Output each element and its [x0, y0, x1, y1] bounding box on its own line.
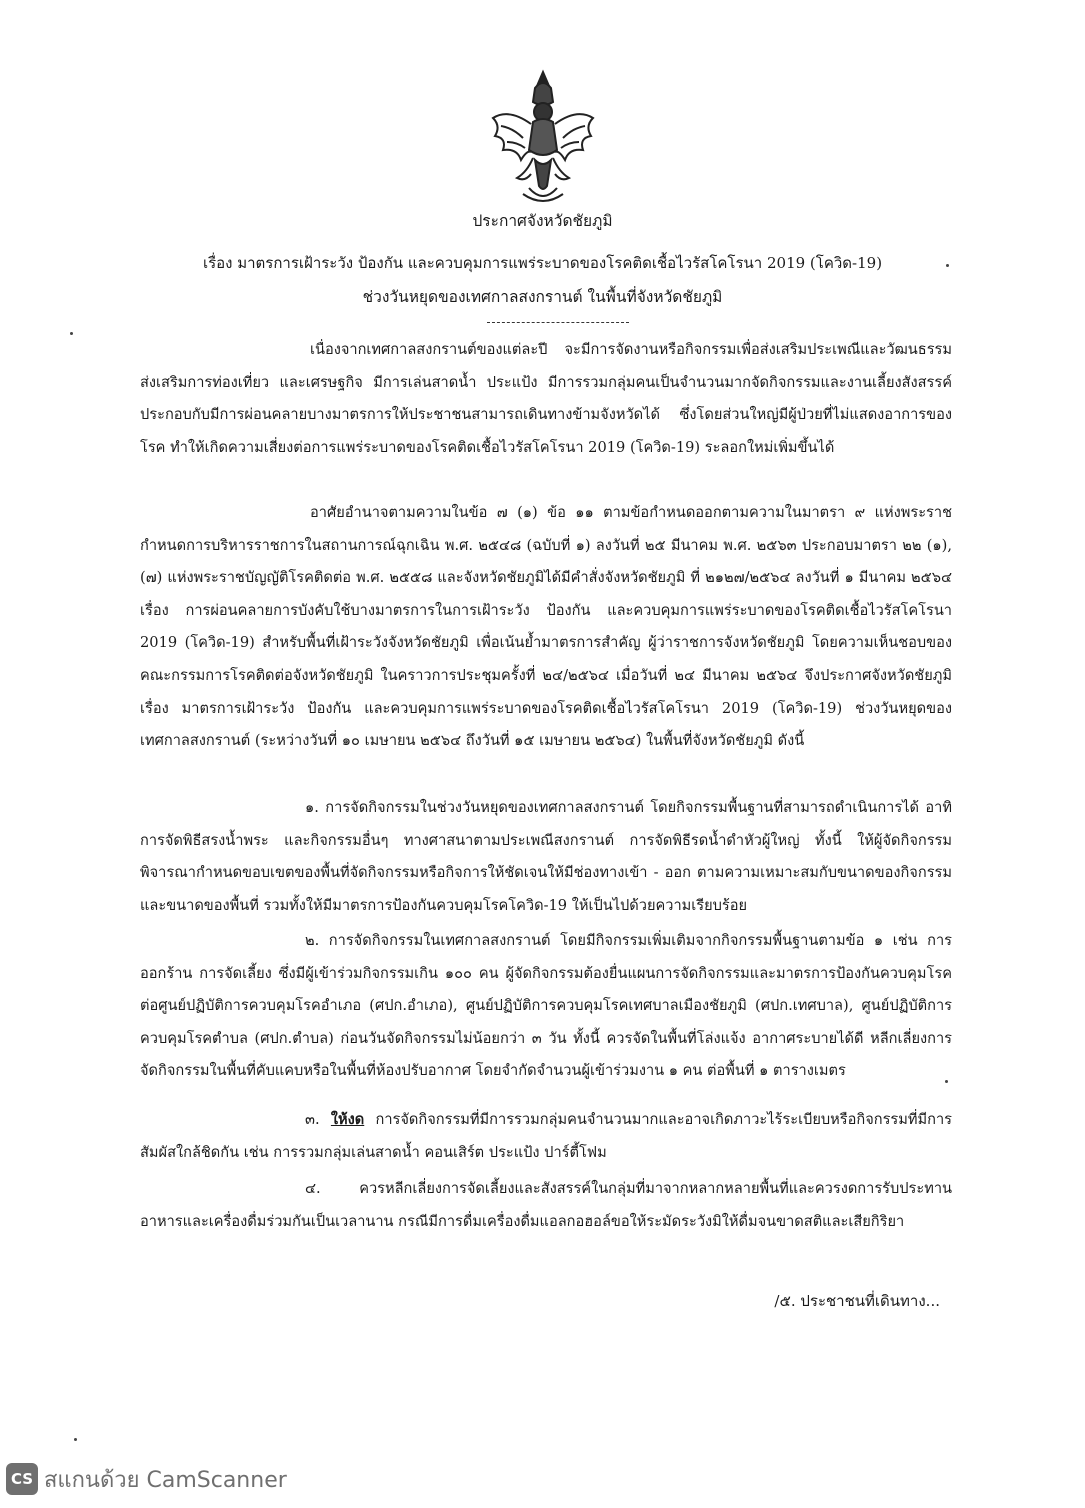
announcement-subtitle: ช่วงวันหยุดของเทศกาลสงกรานต์ ในพื้นที่จังหวัดชัยภูมิ	[362, 288, 723, 306]
scan-speck	[945, 1080, 948, 1083]
announcement-subject: เรื่อง มาตรการเฝ้าระวัง ป้องกัน และควบคุมการแพร่ระบาดของโรคติดเชื้อไวรัสโคโรนา 2019 (โควิด-19)	[202, 254, 883, 272]
paragraph-measure-4: ๔. ควรหลีกเลี่ยงการจัดเลี้ยงและสังสรรค์ในกลุ่มที่มาจากหลากหลายพื้นที่และควรงดการรับประทานอาหารและเครื่องดื่มร่วมกันเป็นเวลานาน กรณีมีการดื่มเครื่องดื่มแอลกอฮอล์ขอให้ระมัดระวังมิให้ดื่มจนขาดสติและเสียกิริยา	[140, 1180, 952, 1230]
measure-3-prohibition: ให้งด	[330, 1111, 365, 1128]
header-divider	[487, 322, 629, 323]
paragraph-measure-3	[140, 1104, 952, 1169]
scan-speck	[946, 264, 949, 267]
paragraph-measure-1: ๑. การจัดกิจกรรมในช่วงวันหยุดของเทศกาลสงกรานต์ โดยกิจกรรมพื้นฐานที่สามารถดำเนินการได้ อาทิ การจัดพิธีสรงน้ำพระ และกิจกรรมอื่นๆ ทางศาสนาตามประเพณีสงกรานต์ การจัดพิธีรดน้ำดำหัวผู้ใหญ่ ทั้งนี้ ให้ผู้จัดกิจกรรมพิจารณากำหนดขอบเขตของพื้นที่จัดกิจกรรมหรือกิจการให้ชัดเจนให้มีช่องทางเข้า - ออก ตามความเหมาะสมกับขนาดของกิจกรรมและขนาดของพื้นที่ รวมทั้งให้มีมาตรการป้องกันควบคุมโรคโควิด-19 ให้เป็นไปด้วยความเรียบร้อย	[140, 799, 952, 914]
scan-speck	[70, 332, 73, 335]
camscanner-logo-icon: CS	[6, 1463, 38, 1495]
watermark-text: สแกนด้วย CamScanner	[44, 1467, 287, 1493]
scan-speck	[74, 1438, 77, 1441]
measure-3-text: การจัดกิจกรรมที่มีการรวมกลุ่มคนจำนวนมากและอาจเกิดภาวะไร้ระเบียบหรือกิจกรรมที่มีการสัมผัสใกล้ชิดกัน เช่น การรวมกลุ่มเล่นสาดน้ำ คอนเสิร์ต ประแป้ง ปาร์ตี้โฟม	[140, 1111, 952, 1161]
paragraph-measure-2: ๒. การจัดกิจกรรมในเทศกาลสงกรานต์ โดยมีกิจกรรมเพิ่มเติมจากกิจกรรมพื้นฐานตามข้อ ๑ เช่น การออกร้าน การจัดเลี้ยง ซึ่งมีผู้เข้าร่วมกิจกรรมเกิน ๑๐๐ คน ผู้จัดกิจกรรมต้องยื่นแผนการจัดกิจกรรมและมาตรการป้องกันควบคุมโรคต่อศูนย์ปฏิบัติการควบคุมโรคอำเภอ (ศปก.อำเภอ), ศูนย์ปฏิบัติการควบคุมโรคเทศบาลเมืองชัยภูมิ (ศปก.เทศบาล), ศูนย์ปฏิบัติการควบคุมโรคตำบล (ศปก.ตำบล) ก่อนวันจัดกิจกรรมไม่น้อยกว่า ๓ วัน ทั้งนี้ ควรจัดในพื้นที่โล่งแจ้ง อากาศระบายได้ดี หลีกเลี่ยงการจัดกิจกรรมในพื้นที่คับแคบหรือในพื้นที่ห้องปรับอากาศ โดยจำกัดจำนวนผู้เข้าร่วมงาน ๑ คน ต่อพื้นที่ ๑ ตารางเมตร	[140, 932, 952, 1080]
garuda-emblem-icon	[483, 68, 603, 208]
paragraph-background: เนื่องจากเทศกาลสงกรานต์ของแต่ละปี จะมีการจัดงานหรือกิจกรรมเพื่อส่งเสริมประเพณีและวัฒนธรรม ส่งเสริมการท่องเที่ยว และเศรษฐกิจ มีการเล่นสาดน้ำ ประแป้ง มีการรวมกลุ่มคนเป็นจำนวนมากจัดกิจกรรมและงานเลี้ยงสังสรรค์ ประกอบกับมีการผ่อนคลายบางมาตรการให้ประชาชนสามารถเดินทางข้ามจังหวัดได้ ซึ่งโดยส่วนใหญ่มีผู้ป่วยที่ไม่แสดงอาการของโรค ทำให้เกิดความเสี่ยงต่อการแพร่ระบาดของโรคติดเชื้อไวรัสโคโรนา 2019 (โควิด-19) ระลอกใหม่เพิ่มขึ้นได้	[140, 341, 952, 456]
measure-3-number: ๓.	[305, 1111, 331, 1128]
camscanner-watermark	[6, 1462, 287, 1496]
paragraph-legal-authority: อาศัยอำนาจตามความในข้อ ๗ (๑) ข้อ ๑๑ ตามข้อกำหนดออกตามความในมาตรา ๙ แห่งพระราชกำหนดการบริหารราชการในสถานการณ์ฉุกเฉิน พ.ศ. ๒๕๔๘ (ฉบับที่ ๑) ลงวันที่ ๒๕ มีนาคม พ.ศ. ๒๕๖๓ ประกอบมาตรา ๒๒ (๑), (๗) แห่งพระราชบัญญัติโรคติดต่อ พ.ศ. ๒๕๕๘ และจังหวัดชัยภูมิได้มีคำสั่งจังหวัดชัยภูมิ ที่ ๒๑๒๗/๒๕๖๔ ลงวันที่ ๑ มีนาคม ๒๕๖๔ เรื่อง การผ่อนคลายการบังคับใช้บางมาตรการในการเฝ้าระวัง ป้องกัน และควบคุมการแพร่ระบาดของโรคติดเชื้อไวรัสโคโรนา 2019 (โควิด-19) สำหรับพื้นที่เฝ้าระวังจังหวัดชัยภูมิ เพื่อเน้นย้ำมาตรการสำคัญ ผู้ว่าราชการจังหวัดชัยภูมิ โดยความเห็นชอบของคณะกรรมการโรคติดต่อจังหวัดชัยภูมิ ในคราวการประชุมครั้งที่ ๒๔/๒๕๖๔ เมื่อวันที่ ๒๔ มีนาคม ๒๕๖๔ จึงประกาศจังหวัดชัยภูมิ เรื่อง มาตรการเฝ้าระวัง ป้องกัน และควบคุมการแพร่ระบาดของโรคติดเชื้อไวรัสโคโรนา 2019 (โควิด-19) ช่วงวันหยุดของเทศกาลสงกรานต์ (ระหว่างวันที่ ๑๐ เมษายน ๒๕๖๔ ถึงวันที่ ๑๕ เมษายน ๒๕๖๔) ในพื้นที่จังหวัดชัยภูมิ ดังนี้	[140, 504, 952, 750]
announcement-title: ประกาศจังหวัดชัยภูมิ	[472, 212, 613, 230]
continuation-note: /๕. ประชาชนที่เดินทาง...	[774, 1292, 940, 1310]
